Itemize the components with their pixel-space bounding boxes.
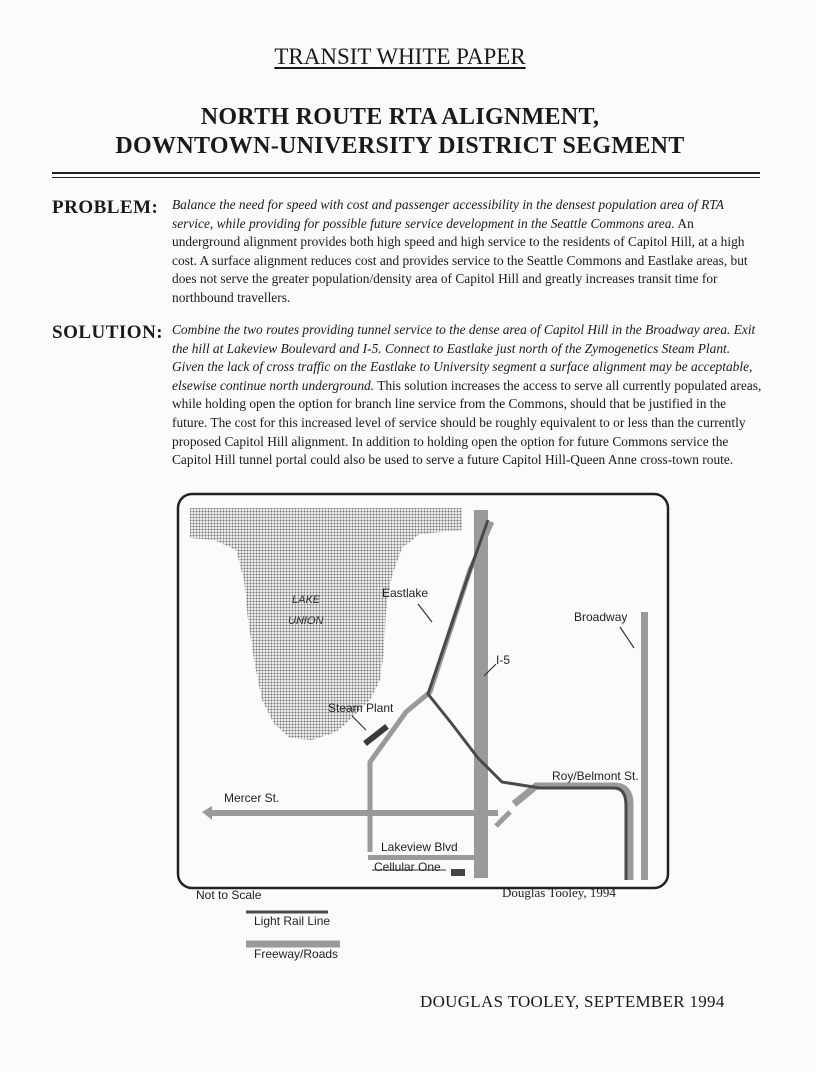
broadway-road	[641, 612, 648, 880]
problem-body-text: An underground alignment provides both high speed and high service to the residents of Capitol Hill, at a high cost. A surface alignment reduces cost and provides service to the Seattle Commons and Eastlake areas, but does not serve the greater population/density area of Capitol Hill and greatly increases transit time for northbound travellers.	[172, 215, 748, 305]
solution-italic-text: Combine the two routes providing tunnel service to the dense area of Capitol Hill in the Broadway area. Exit the hill at Lakeview Boulevard and I-5. Connect to Eastlake just north of the Zymogenetics Steam Plant. Given the lack of cross traffic on the Eastlake to University segment a surface alignment may be acceptable, elsewise continue north underground.	[172, 322, 756, 393]
mercer-street-road	[202, 806, 474, 820]
map-credit: Douglas Tooley, 1994	[502, 885, 616, 900]
mercer-street-label: Mercer St.	[224, 791, 280, 805]
lakeview-connector-road	[496, 812, 510, 826]
eastlake-label: Eastlake	[382, 586, 429, 600]
lake-union-label-2: UNION	[288, 615, 324, 627]
signature: DOUGLAS TOOLEY, SEPTEMBER 1994	[420, 992, 725, 1011]
headline-line-2: DOWNTOWN-UNIVERSITY DISTRICT SEGMENT	[115, 133, 685, 159]
solution-body-text: This solution increases the access to serve all currently populated areas, while holding open the option for branch line service from the Commons, should that be justified in the future. The cost for this increased level of service should be roughly equivalent to or less than the currently proposed Capitol Hill alignment. In addition to holding open the option for future Commons service the Capitol Hill tunnel portal could also be used to serve a future Capitol Hill-Queen Anne cross-town route.	[172, 377, 762, 468]
steam-plant-pointer	[352, 716, 366, 730]
lakeview-blvd-label: Lakeview Blvd	[381, 840, 458, 854]
light-rail-line	[428, 520, 626, 880]
problem-italic-text: Balance the need for speed with cost and passenger accessibility in the densest population area of RTA service, while providing for possible future service development in the Seattle Commons area.	[172, 197, 724, 231]
problem-label: PROBLEM:	[52, 197, 159, 218]
scale-note: Not to Scale	[196, 888, 262, 902]
i5-freeway	[474, 510, 488, 878]
i5-label: I-5	[496, 653, 511, 667]
roy-belmont-label: Roy/Belmont St.	[552, 769, 639, 783]
lake-union-label-1: LAKE	[292, 594, 321, 606]
roy-belmont-road	[514, 786, 630, 880]
broadway-pointer	[620, 627, 634, 648]
mercer-street-road-east	[488, 810, 498, 816]
eastlake-pointer	[418, 604, 432, 622]
solution-label: SOLUTION:	[52, 322, 164, 343]
lake-union-shape	[190, 508, 462, 740]
cellular-one-marker	[451, 869, 465, 876]
cellular-one-label: Cellular One	[374, 860, 441, 874]
legend-light-rail-label: Light Rail Line	[254, 914, 331, 928]
legend-freeway-label: Freeway/Roads	[254, 947, 339, 961]
steam-plant-label: Steam Plant	[328, 701, 394, 715]
headline-line-1: NORTH ROUTE RTA ALIGNMENT,	[200, 104, 600, 130]
broadway-label: Broadway	[574, 610, 628, 624]
document-title: TRANSIT WHITE PAPER	[274, 44, 526, 69]
